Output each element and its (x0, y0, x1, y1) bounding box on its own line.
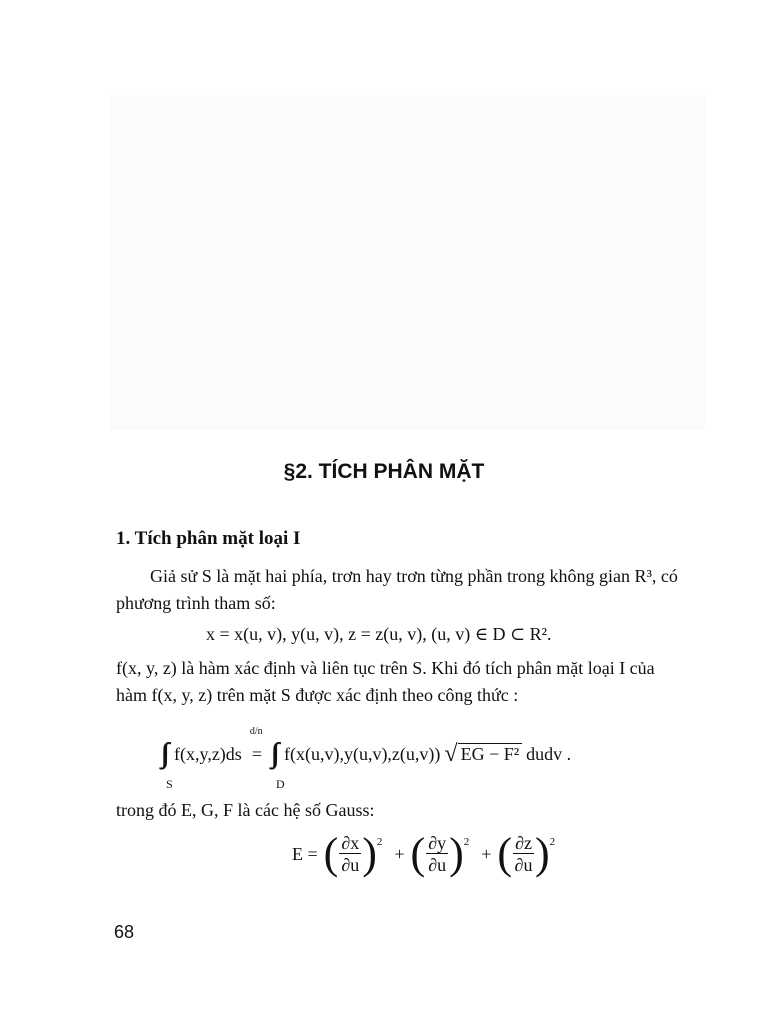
exponent: 2 (549, 836, 556, 848)
gauss-coefficient-formula (292, 829, 561, 878)
exponent: 2 (463, 836, 470, 848)
paragraph-1-text: Giả sử S là mặt hai phía, trơn hay trơn từng phần trong không gian R³, có phương trình tham số: (116, 566, 678, 613)
sqrt-content: EG − F² (458, 743, 523, 765)
lhs-integrand: f(x,y,z)ds (174, 743, 242, 764)
right-paren: ) (362, 829, 377, 878)
integral-limit-d: D (275, 777, 285, 791)
right-paren: ) (534, 829, 550, 878)
paragraph-2: f(x, y, z) là hàm xác định và liên tục trên S. Khi đó tích phân mặt loại I của hàm f(x, y, z) trên mặt S được xác định theo công thức : (116, 658, 655, 705)
fraction-denominator: ∂u (341, 854, 360, 875)
fraction-numerator: ∂x (341, 832, 360, 853)
page-number: 68 (114, 922, 135, 942)
blank-area (110, 95, 705, 430)
defeq-mark: d/n (249, 725, 263, 737)
integral-limit-s: S (166, 777, 173, 791)
fraction-dz-du (513, 833, 534, 876)
plus-sign: + (394, 843, 405, 864)
rhs-integrand: f(x(u,v),y(u,v),z(u,v)) (283, 743, 441, 764)
plus-sign: + (481, 843, 492, 864)
fraction-dy-du (426, 833, 448, 876)
surface-integral-formula (162, 725, 572, 791)
left-paren: ( (323, 829, 339, 878)
gauss-lhs: E = (292, 843, 318, 864)
square-root (444, 743, 522, 765)
paragraph-1 (116, 563, 686, 617)
parametric-equation: x = x(u, v), y(u, v), z = z(u, v), (u, v) ∈ D ⊂ R². (206, 624, 552, 644)
formula-tail: dudv . (526, 743, 572, 764)
right-paren: ) (449, 829, 464, 878)
fraction-numerator: ∂z (515, 832, 532, 853)
definition-equals (249, 725, 263, 765)
left-paren: ( (410, 829, 426, 878)
radical-sign: √ (444, 741, 458, 767)
fraction-dx-du (339, 833, 361, 876)
subsection-heading: 1. Tích phân mặt loại I (116, 528, 301, 549)
exponent: 2 (376, 836, 383, 848)
fraction-numerator: ∂y (428, 832, 447, 853)
equals-sign: = (251, 743, 262, 764)
section-heading: §2. TÍCH PHÂN MẶT (283, 460, 485, 483)
fraction-denominator: ∂u (428, 854, 447, 875)
left-paren: ( (497, 829, 513, 878)
paragraph-3: trong đó E, G, F là các hệ số Gauss: (116, 800, 375, 820)
fraction-denominator: ∂u (514, 854, 533, 875)
